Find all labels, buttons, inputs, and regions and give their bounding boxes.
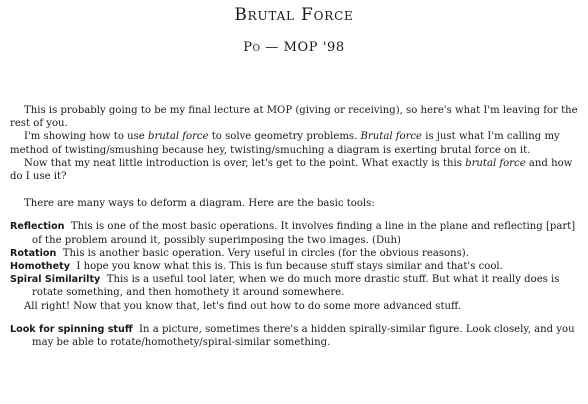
intro-paragraph-2: [10, 130, 580, 156]
tool-text: This is a useful tool later, when we do much more drastic stuff. But what it really does is rotate something, and then homothety it around somewhere.: [32, 274, 560, 299]
tool-term: Reflection: [10, 221, 65, 233]
tool-term: Homothety: [10, 261, 70, 273]
tool-term: Rotation: [10, 247, 57, 259]
advanced-item: [10, 323, 580, 349]
emphasis: brutal force: [147, 131, 209, 143]
advanced-text: In a picture, sometimes there's a hidden spirally-similar figure. Look closely, and you may be able to rotate/homothety/spiral-similar something.: [32, 323, 575, 349]
tool-text: This is another basic operation. Very useful in circles (for the obvious reasons).: [62, 247, 469, 259]
document-title: Brutal Force: [234, 5, 354, 25]
tool-item: [10, 273, 580, 299]
text-run: I'm showing how to use: [24, 131, 148, 143]
text-run: to solve geometry problems.: [208, 131, 361, 143]
document-body: [10, 104, 580, 349]
text-run: is just what I'm calling my method of twisting/smushing because hey, twisting/smuching a diagram is exerting brutal force on it.: [10, 131, 560, 156]
tool-text: This is one of the most basic operations. It involves finding a line in the plane and reflecting [part] of the problem around it, possibly superimposing the two images. (Duh): [32, 221, 576, 246]
text-run: Now that my neat little introduction is over, let's get to the point. What exactly is this: [24, 157, 466, 169]
advanced-term: Look for spinning stuff: [10, 323, 133, 335]
tool-text: I hope you know what this is. This is fun because stuff stays similar and that's cool.: [76, 261, 503, 273]
emphasis: Brutal force: [360, 131, 423, 143]
spacer: [10, 183, 580, 197]
intro-paragraph-3: [10, 157, 580, 183]
text-run: and how do I use it?: [10, 157, 573, 183]
tools-intro: There are many ways to deform a diagram. Here are the basic tools:: [24, 198, 375, 210]
tool-term: Spiral Similarilty: [10, 274, 101, 286]
intro-paragraph-1: This is probably going to be my final lecture at MOP (giving or receiving), so here's what I'm leaving for the rest of you.: [10, 105, 578, 130]
tool-item: [10, 260, 580, 273]
tool-item: [10, 220, 580, 246]
author-line: Po — MOP '98: [243, 40, 345, 55]
emphasis: brutal force: [465, 157, 526, 169]
advanced-intro: All right! Now that you know that, let's find out how to do some more advanced stuff.: [24, 300, 462, 312]
tool-item: [10, 247, 580, 260]
